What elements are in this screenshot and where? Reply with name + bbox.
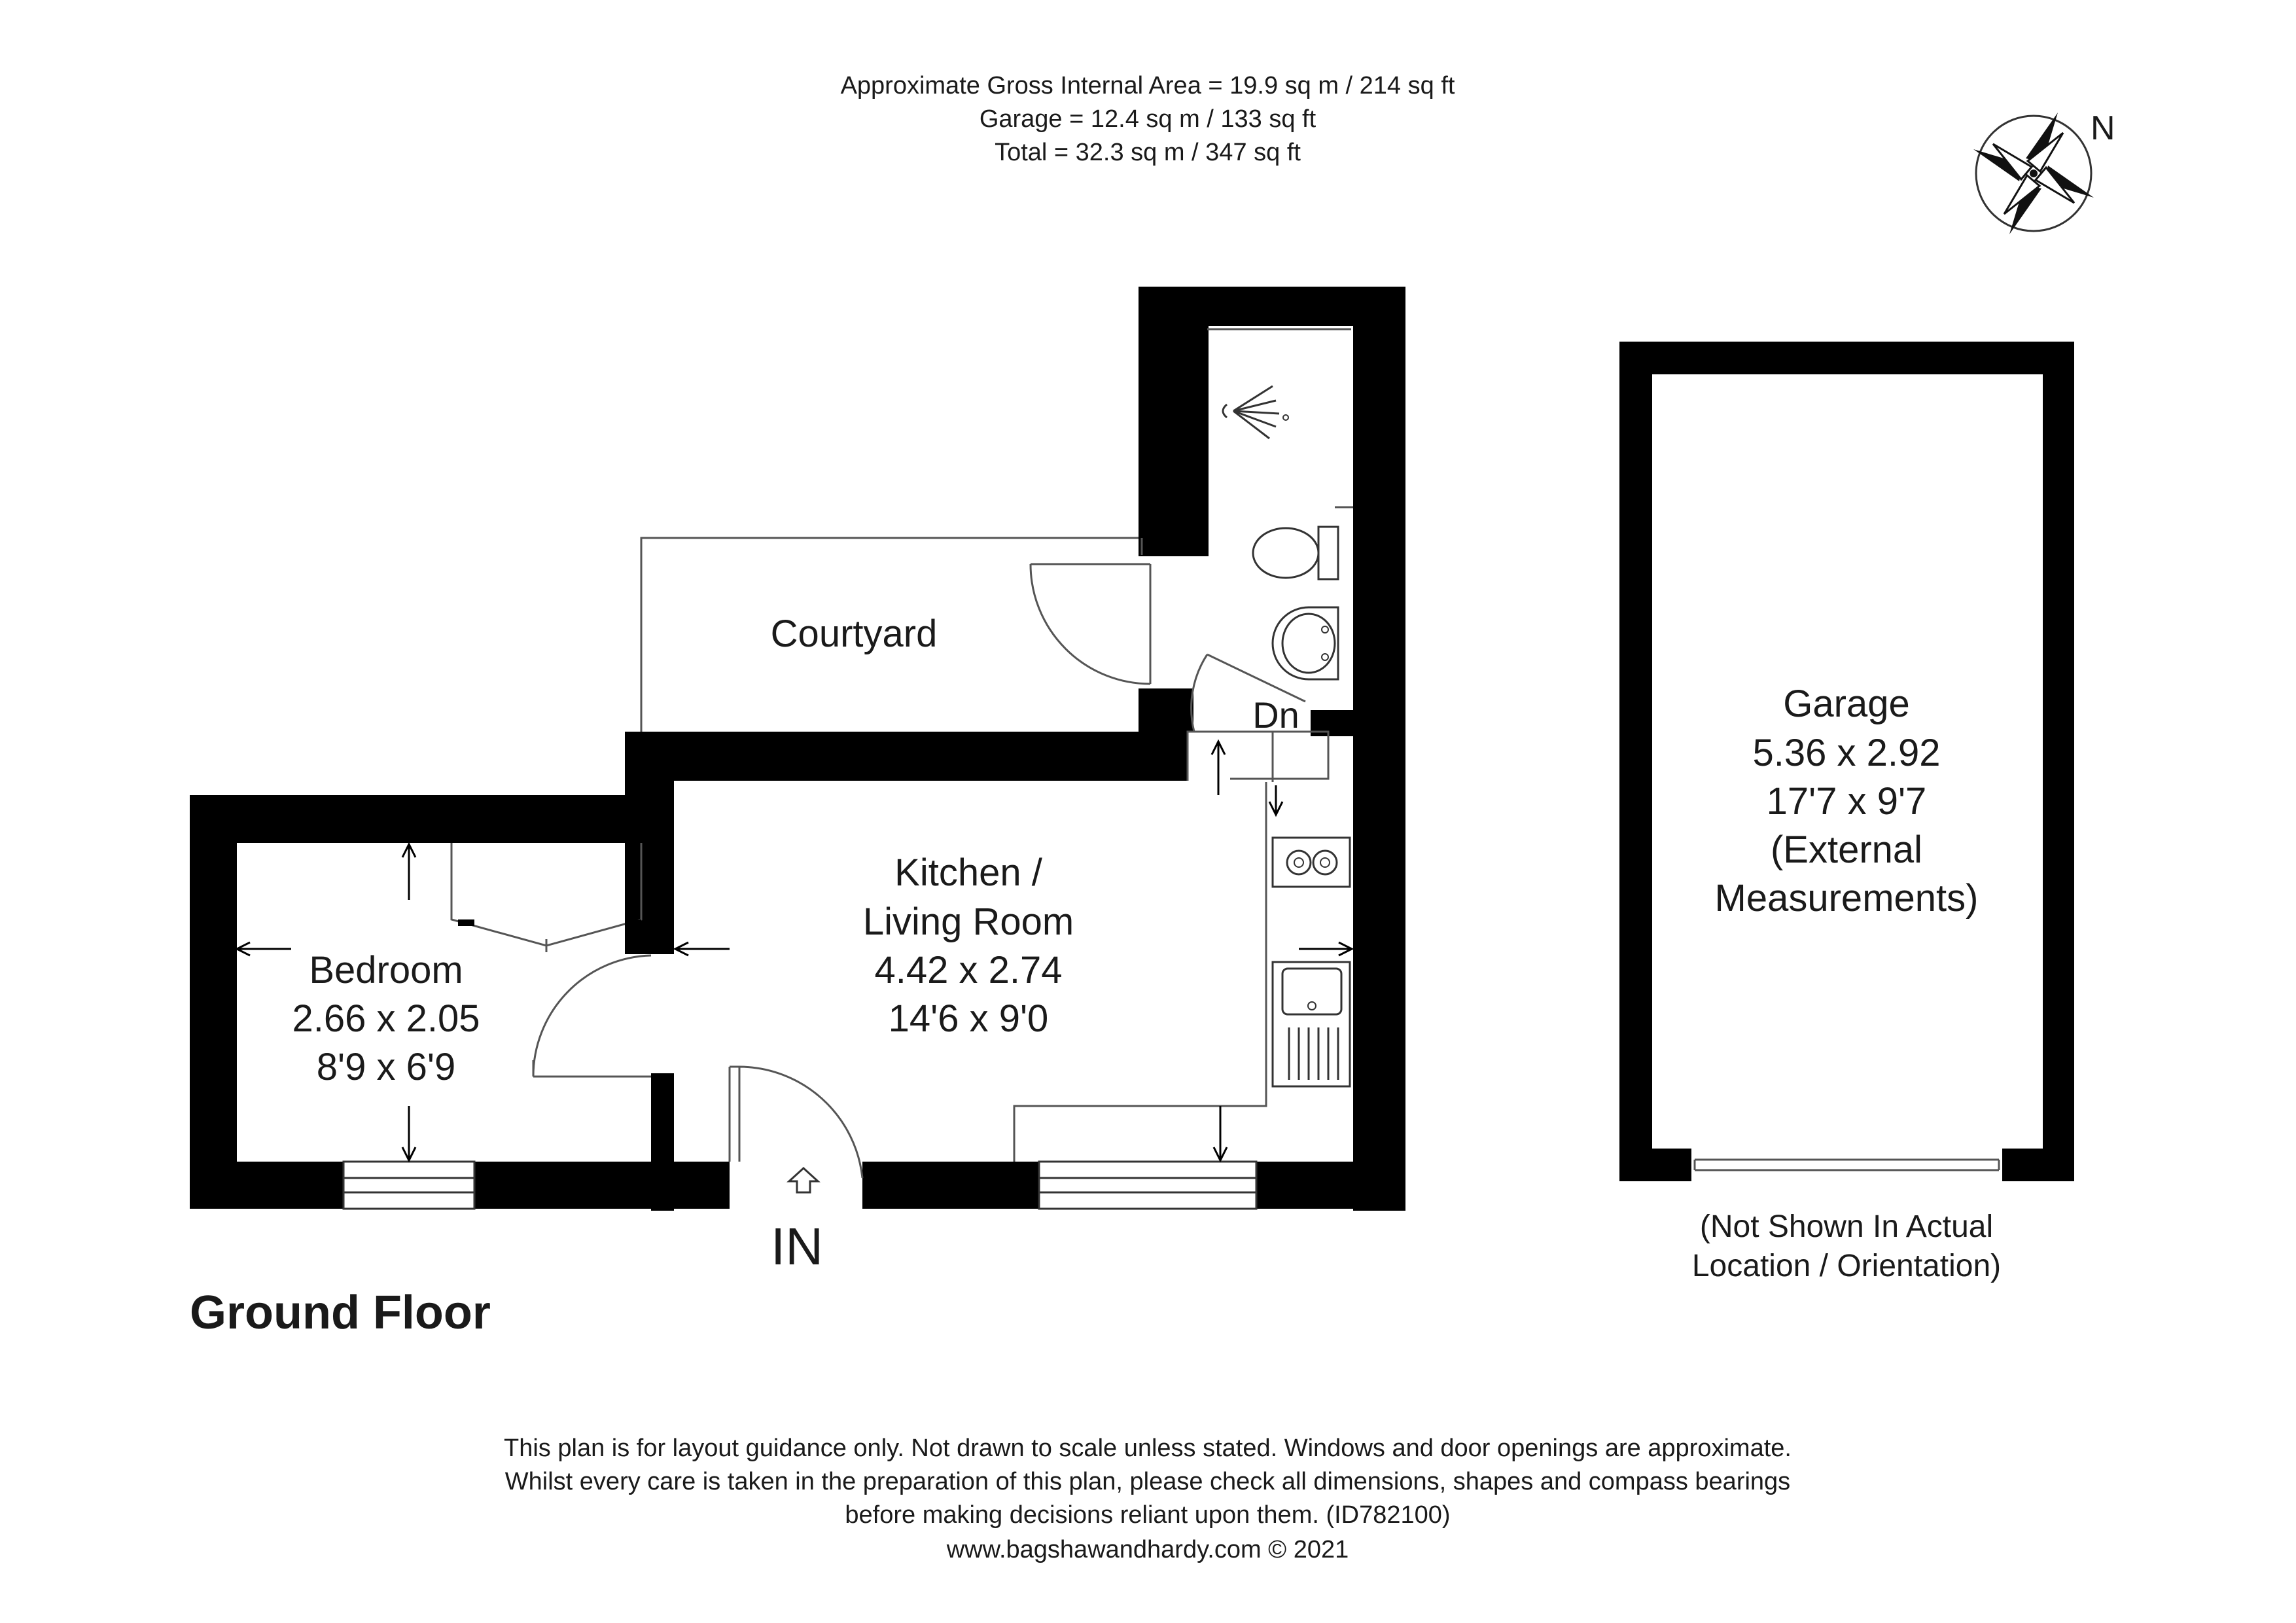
website-copyright: www.bagshawandhardy.com © 2021: [946, 1536, 1349, 1563]
disclaimer-line1: This plan is for layout guidance only. Not drawn to scale unless stated. Windows and door openings are approximate.: [504, 1435, 1792, 1462]
toilet-icon: [1253, 527, 1338, 579]
garage-metric-dimensions: 5.36 x 2.92: [1752, 732, 1941, 774]
bedroom-label: [292, 949, 480, 1088]
bedroom-imperial-dimensions: 8'9 x 6'9: [316, 1046, 456, 1088]
disclaimer-line3: before making decisions reliant upon them. (ID782100): [845, 1501, 1451, 1529]
kitchen-living-room-label: [863, 851, 1074, 1040]
kitchen-name-line2: Living Room: [862, 901, 1074, 943]
garage-location-note: [1692, 1209, 2001, 1283]
stair-landing: [1188, 732, 1328, 782]
kitchen-sink-icon: [1273, 962, 1350, 1086]
entrance-label: IN: [771, 1217, 823, 1275]
bedroom-name: Bedroom: [309, 949, 463, 991]
total-area: Total = 32.3 sq m / 347 sq ft: [995, 139, 1301, 166]
kitchen-name-line1: Kitchen /: [894, 851, 1042, 894]
garage-location-note-line2: Location / Orientation): [1691, 1249, 2002, 1283]
bathroom-fixtures: [1207, 329, 1353, 679]
garage-name: Garage: [1783, 683, 1910, 725]
gross-internal-area: Approximate Gross Internal Area = 19.9 sq m / 214 sq ft: [840, 72, 1455, 99]
disclaimer: [504, 1435, 1792, 1563]
kitchen-fittings: [1014, 782, 1350, 1162]
compass-rose-icon: [1973, 113, 2094, 234]
garage-note-line1: (External: [1770, 829, 1923, 871]
entrance-arrow-icon: [789, 1168, 818, 1192]
disclaimer-line2: Whilst every care is taken in the preparation of this plan, please check all dimensions, shapes and compass bearings: [504, 1468, 1791, 1495]
garage-note-line2: Measurements): [1714, 877, 1979, 919]
courtyard-label: Courtyard: [770, 613, 938, 655]
bedroom-metric-dimensions: 2.66 x 2.05: [292, 997, 480, 1040]
stairs-down-label: Dn: [1252, 694, 1299, 736]
garage-door: [1695, 1160, 1999, 1170]
garage-location-note-line1: (Not Shown In Actual: [1699, 1209, 1994, 1244]
area-summary: [841, 72, 1455, 166]
kitchen-metric-dimensions: 4.42 x 2.74: [874, 949, 1063, 991]
hob-icon: [1273, 838, 1350, 887]
kitchen-imperial-dimensions: 14'6 x 9'0: [888, 997, 1049, 1040]
sink-icon: [1273, 607, 1338, 679]
garage-imperial-dimensions: 17'7 x 9'7: [1766, 780, 1927, 823]
shower-icon: [1223, 386, 1288, 438]
floor-title: Ground Floor: [190, 1287, 491, 1339]
garage-area: Garage = 12.4 sq m / 133 sq ft: [979, 105, 1316, 133]
garage-label: [1715, 683, 1979, 919]
doors: [451, 564, 1305, 1178]
compass-north-label: N: [2091, 109, 2115, 147]
